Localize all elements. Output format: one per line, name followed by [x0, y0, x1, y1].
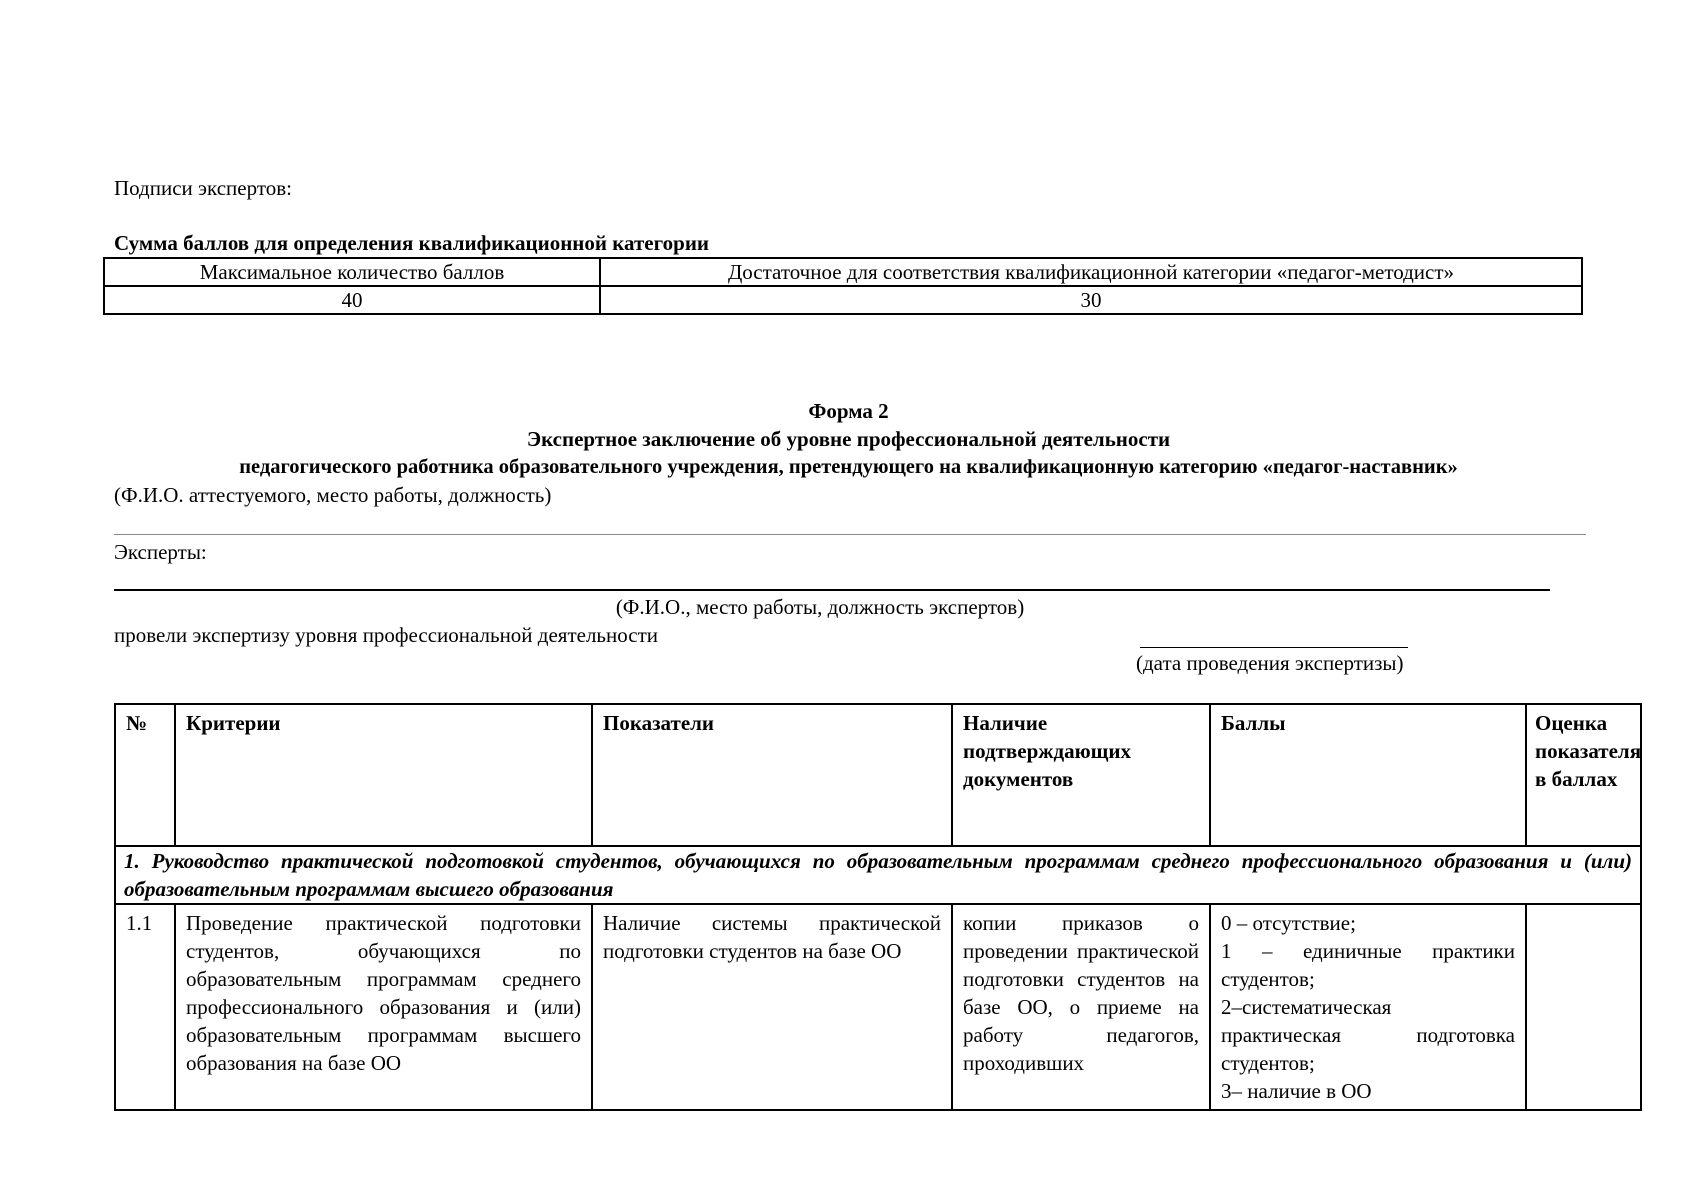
points-item: 1 – единичные практики студентов; [1221, 939, 1515, 991]
fio-underline [114, 534, 1586, 535]
section-1-title: 1. Руководство практической подготовкой студентов, обучающихся по образовательным программам среднего профессионального образования и (или) образовательным программам высшего образования [115, 846, 1641, 904]
header-score: Оценка показателя в баллах [1526, 704, 1641, 846]
form-number: Форма 2 [808, 399, 889, 423]
sum-value-sufficient: 30 [600, 286, 1582, 314]
points-item: 3– наличие в ОО [1221, 1079, 1372, 1103]
experts-underline [114, 589, 1550, 591]
header-criteria: Критерии [175, 704, 592, 846]
table-row [115, 904, 1641, 1110]
sum-value-max: 40 [104, 286, 600, 314]
sum-table-header-row [104, 258, 1582, 286]
row-points [1210, 904, 1526, 1110]
sum-header-sufficient: Достаточное для соответствия квалификационной категории «педагог-методист» [600, 258, 1582, 286]
points-item: 0 – отсутствие; [1221, 911, 1356, 935]
criteria-table [114, 703, 1642, 1111]
form-title-line2: педагогического работника образовательного учреждения, претендующего на квалификационную категорию «педагог-наставник» [239, 456, 1458, 478]
date-note: (дата проведения экспертизы) [1136, 651, 1404, 675]
row-indicators: Наличие системы практической подготовки студентов на базе ОО [592, 904, 952, 1110]
signatures-label: Подписи экспертов: [114, 176, 292, 200]
experts-note: (Ф.И.О., место работы, должность экспертов) [615, 595, 1025, 619]
points-item: 2–систематическая практическая подготовка студентов; [1221, 995, 1515, 1075]
form-title-line1: Экспертное заключение об уровне профессиональной деятельности [526, 427, 1171, 451]
date-underline [1140, 647, 1408, 648]
sum-table [103, 257, 1583, 315]
conducted-text: провели экспертизу уровня профессиональной деятельности [114, 623, 659, 647]
sum-table-value-row [104, 286, 1582, 314]
sum-header-max: Максимальное количество баллов [104, 258, 600, 286]
experts-label: Эксперты: [114, 540, 207, 564]
row-documents: копии приказов о проведении практической подготовки студентов на базе ОО, о приеме на работу педагогов, проходивших [952, 904, 1210, 1110]
criteria-table-header-row [115, 704, 1641, 846]
header-points: Баллы [1210, 704, 1526, 846]
row-criteria: Проведение практической подготовки студентов, обучающихся по образовательным программам среднего профессионального образования и (или) образовательным программам высшего образования на базе ОО [175, 904, 592, 1110]
fio-note: (Ф.И.О. аттестуемого, место работы, должность) [114, 483, 552, 507]
header-documents: Наличие подтверждающих документов [952, 704, 1210, 846]
row-num: 1.1 [115, 904, 175, 1110]
sum-title: Сумма баллов для определения квалификационной категории [114, 231, 710, 255]
section-row [115, 846, 1641, 904]
header-indicators: Показатели [592, 704, 952, 846]
header-num: № [115, 704, 175, 846]
row-score [1526, 904, 1641, 1110]
